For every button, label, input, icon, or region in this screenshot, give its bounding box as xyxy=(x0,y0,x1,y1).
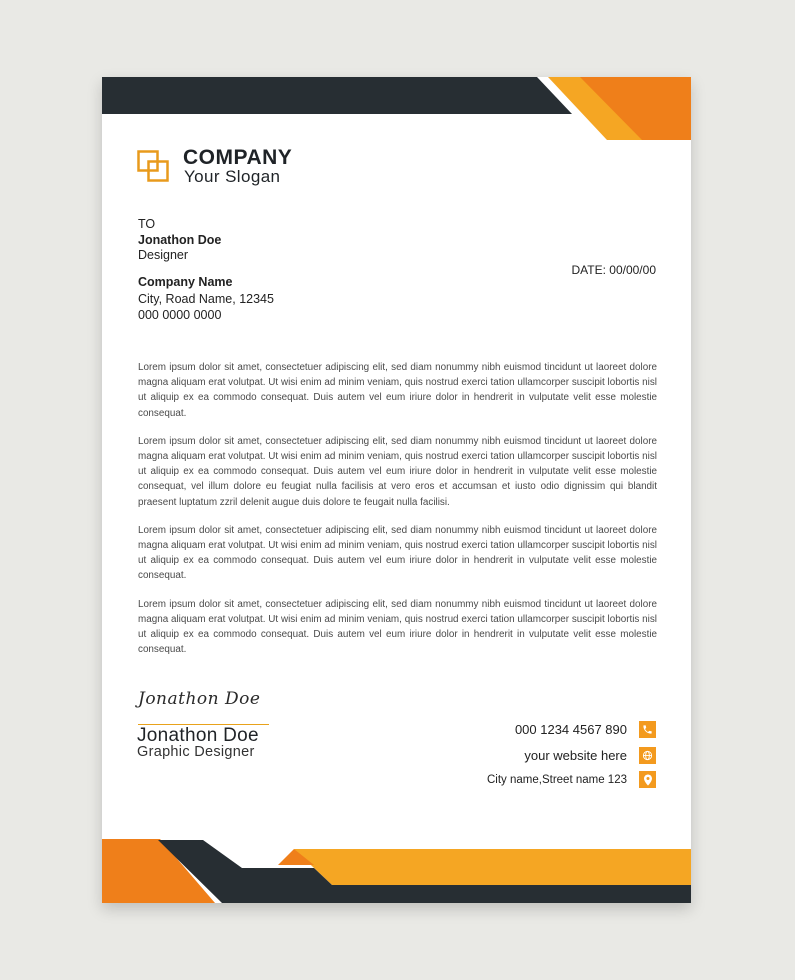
recipient-role: Designer xyxy=(138,248,189,262)
letterhead-page xyxy=(102,77,691,903)
recipient-name: Jonathon Doe xyxy=(138,232,222,247)
contact-website-row xyxy=(524,747,656,764)
contact-address: City name,Street name 123 xyxy=(487,773,627,786)
recipient-block xyxy=(138,217,221,264)
to-label: TO xyxy=(138,217,156,231)
header-decoration xyxy=(102,77,691,147)
location-pin-icon xyxy=(639,771,656,788)
body-paragraph: Lorem ipsum dolor sit amet, consectetuer adipiscing elit, sed diam nonummy nibh euismod tincidunt ut laoreet dolore magna aliquam erat volutpat. Ut wisi enim ad minim veniam, quis nostrud exerci tation ullamcorper suscipit lobortis nisl ut aliquip ex ea commodo consequat. Duis autem vel eum iriure dolor in hendrerit in vulputate velit esse molestie consequat. xyxy=(138,524,657,582)
handwritten-signature: Jonathon Doe xyxy=(138,689,261,709)
company-slogan: Your Slogan xyxy=(184,167,281,186)
signer-title: Graphic Designer xyxy=(137,744,255,760)
signer-name: Jonathon Doe xyxy=(137,725,259,746)
phone-icon xyxy=(639,721,656,738)
company-name: COMPANY xyxy=(183,146,293,169)
contact-website: your website here xyxy=(524,748,627,763)
body-paragraph: Lorem ipsum dolor sit amet, consectetuer adipiscing elit, sed diam nonummy nibh euismod tincidunt ut laoreet dolore magna aliquam erat volutpat. Ut wisi enim ad minim veniam, quis nostrud exerci tation ullamcorper suscipit lobortis nisl ut aliquip ex ea commodo consequat. Duis autem vel eum iriure dolor in hendrerit in vulputate velit esse molestie consequat. xyxy=(138,598,657,656)
footer-decoration xyxy=(102,833,691,903)
body-paragraph: Lorem ipsum dolor sit amet, consectetuer adipiscing elit, sed diam nonummy nibh euismod tincidunt ut laoreet dolore magna aliquam erat volutpat. Ut wisi enim ad minim veniam, quis nostrud exerci tation ullamcorper suscipit lobortis nisl ut aliquip ex ea commodo consequat. Duis autem vel eum iriure dolor in hendrerit in vulputate velit esse molestie consequat. xyxy=(138,362,657,419)
globe-icon xyxy=(639,747,656,764)
recipient-address: City, Road Name, 12345 xyxy=(138,291,274,306)
letter-date: DATE: 00/00/00 xyxy=(571,263,656,277)
letter-body xyxy=(138,360,657,670)
footer-orange-stripe xyxy=(294,849,691,885)
contact-phone: 000 1234 4567 890 xyxy=(514,722,627,737)
body-paragraph: Lorem ipsum dolor sit amet, consectetuer adipiscing elit, sed diam nonummy nibh euismod tincidunt ut laoreet dolore magna aliquam erat volutpat. Ut wisi enim ad minim veniam, quis nostrud exerci tation ullamcorper suscipit lobortis nisl ut aliquip ex ea commodo consequat. Duis autem vel eum iriure dolor in hendrerit in vulputate velit esse molestie consequat, vel illum dolore eu feugiat nulla facilisis at vero eros et accumsan et iusto odio dignissim qui blandit praesent luptatum zzril delenit augue duis dolore te feugait nulla facilisi. xyxy=(138,435,657,508)
contact-phone-row xyxy=(515,721,656,738)
recipient-company-block xyxy=(138,274,274,324)
recipient-phone: 000 0000 0000 xyxy=(138,308,222,322)
overlapping-squares-logo-icon xyxy=(137,150,169,182)
contact-address-row xyxy=(487,771,656,788)
recipient-company: Company Name xyxy=(138,275,233,289)
header-dark-band xyxy=(102,77,572,114)
